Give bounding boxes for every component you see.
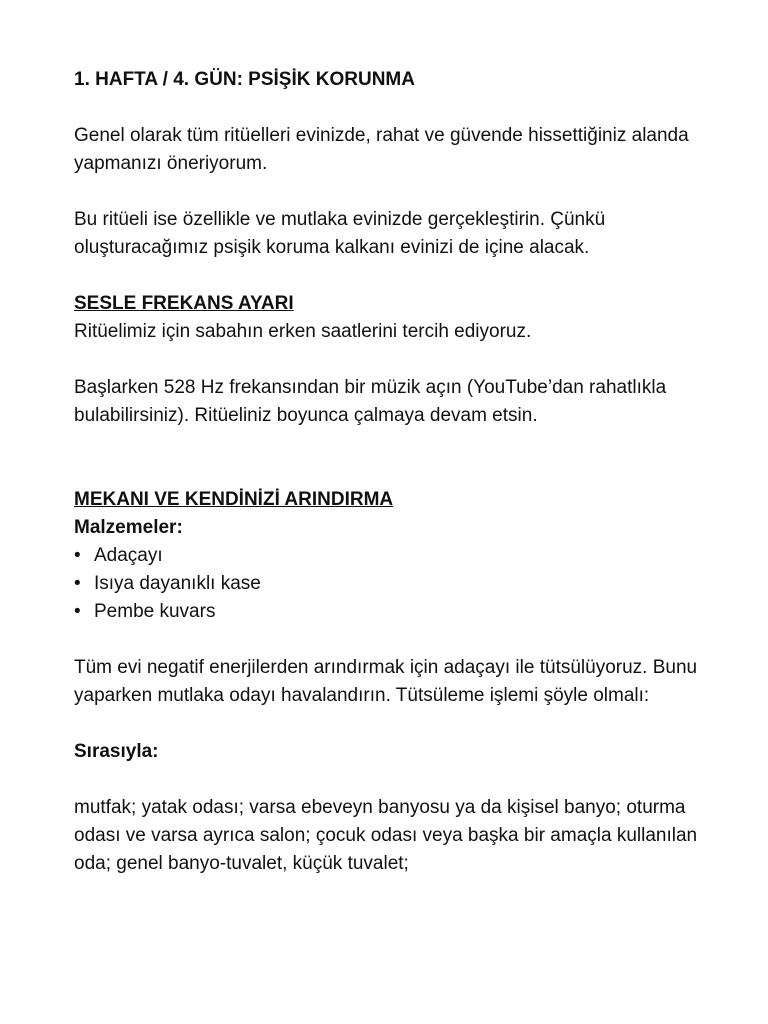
list-item-label: Pembe kuvars <box>94 601 216 622</box>
materials-list <box>74 542 734 626</box>
bullet-icon: • <box>74 545 81 566</box>
cleansing-paragraph: Tüm evi negatif enerjilerden arındırmak için adaçayı ile tütsülüyoruz. Bunu yaparken mutlaka odayı havalandırın. Tütsüleme işlemi şöyle olmalı: <box>74 657 698 706</box>
home-note-paragraph: Bu ritüeli ise özellikle ve mutlaka evinizde gerçekleştirin. Çünkü oluşturacağımız psişik koruma kalkanı evinizi de içine alacak. <box>74 209 606 258</box>
spacer <box>74 458 734 486</box>
bullet-icon: • <box>74 601 81 622</box>
list-item <box>74 598 734 626</box>
materials-label: Malzemeler: <box>74 517 183 538</box>
list-item-label: Adaçayı <box>94 545 163 566</box>
list-item-label: Isıya dayanıklı kase <box>94 573 261 594</box>
order-label: Sırasıyla: <box>74 741 159 762</box>
frequency-paragraph-2: Başlarken 528 Hz frekansından bir müzik açın (YouTube’dan rahatlıkla bulabilirsiniz). Ritüeliniz boyunca çalmaya devam etsin. <box>74 377 667 426</box>
order-paragraph: mutfak; yatak odası; varsa ebeveyn banyosu ya da kişisel banyo; oturma odası ve varsa ayrıca salon; çocuk odası veya başka bir amaçla kullanılan oda; genel banyo-tuvalet, küçük tuvalet; <box>74 797 698 874</box>
bullet-icon: • <box>74 573 81 594</box>
section-heading-cleansing: MEKANI VE KENDİNİZİ ARINDIRMA <box>74 489 394 510</box>
list-item <box>74 542 734 570</box>
list-item <box>74 570 734 598</box>
section-heading-frequency: SESLE FREKANS AYARI <box>74 293 294 314</box>
intro-paragraph: Genel olarak tüm ritüelleri evinizde, rahat ve güvende hissettiğiniz alanda yapmanızı öneriyorum. <box>74 125 689 174</box>
frequency-paragraph-1: Ritüelimiz için sabahın erken saatlerini tercih ediyoruz. <box>74 321 532 342</box>
page-title: 1. HAFTA / 4. GÜN: PSİŞİK KORUNMA <box>74 69 415 90</box>
document-page <box>74 66 734 906</box>
